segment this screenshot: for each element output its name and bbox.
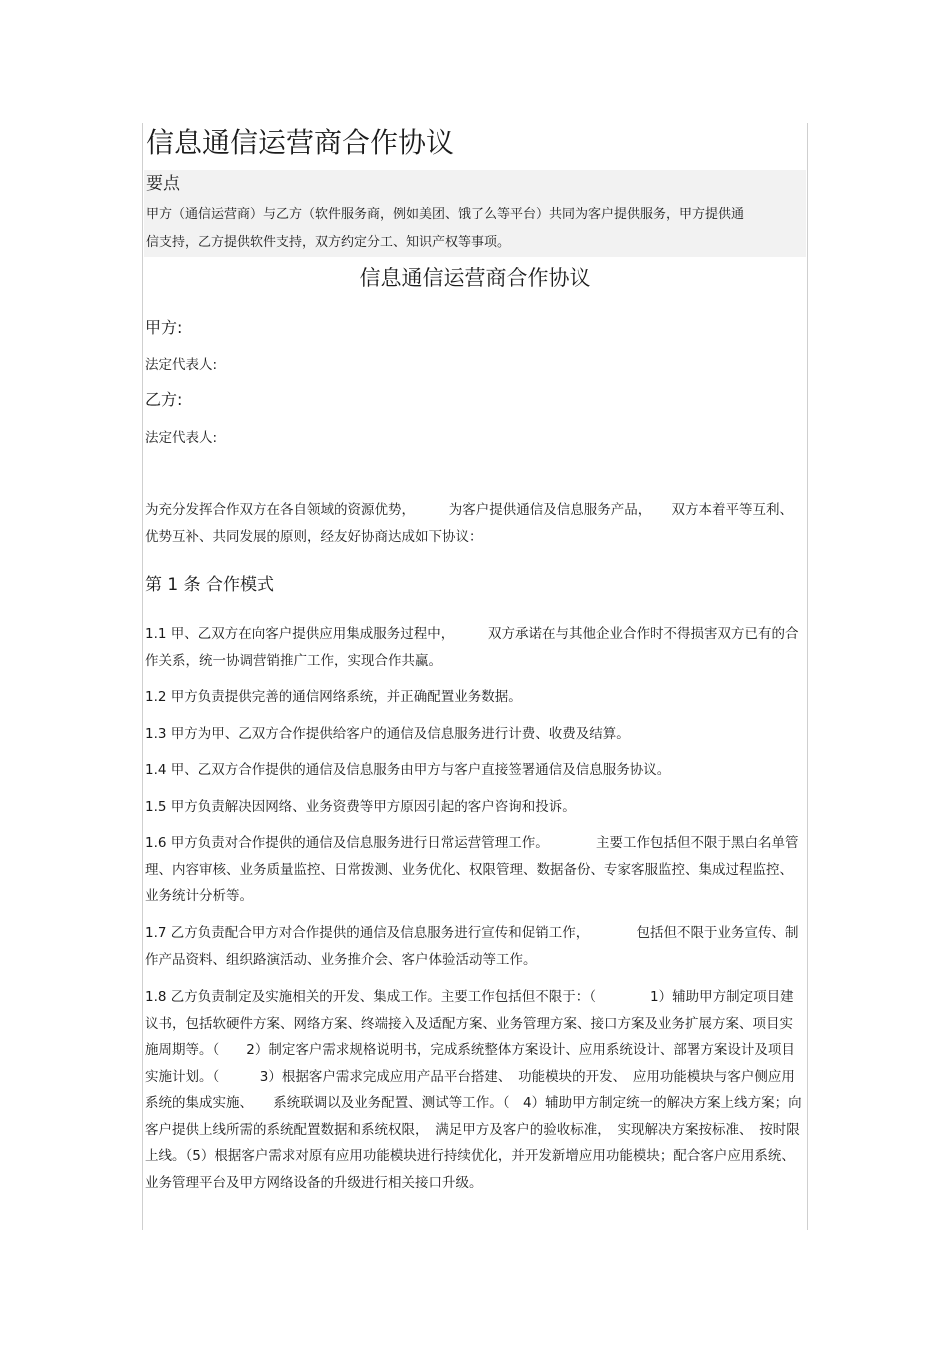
document-title: 信息通信运营商合作协议 xyxy=(146,126,455,159)
clause-1-3: 1.3 甲方为甲、乙双方合作提供给客户的通信及信息服务进行计费、收费及结算。 xyxy=(145,726,630,742)
clause-1-8: 1.8 乙方负责制定及实施相关的开发、集成工作。主要工作包括但不限于：（ 1）辅助甲方制定项目建议书，包括软硬件方案、网络方案、终端接入及适配方案、业务管理方案、接口方案及业务扩展方案、项目实施周期等。（ 2）制定客户需求规格说明书，完成系统整体方案设计、应用系统设计、部署方案设计及项目实施计划。（ 3）根据客户需求完成应用产品平台搭建、 功能模块的开发、 应用功能模块与客户侧应用系统的集成实施、 系统联调以及业务配置、测试等工作。（ 4）辅助甲方制定统一的解决方案上线方案；向客户提供上线所需的系统配置数据和系统权限， 满足甲方及客户的验收标准， 实现解决方案按标准、 按时限上线。（5）根据客户需求对原有应用功能模块进行持续优化，并开发新增应用功能模块；配合客户应用系统、业务管理平台及甲方网络设备的升级进行相关接口升级。 xyxy=(145,989,802,1191)
summary-text: 甲方（通信运营商）与乙方（软件服务商，例如美团、饿了么等平台）共同为客户提供服务，甲方提供通信支持，乙方提供软件支持，双方约定分工、知识产权等事项。 xyxy=(146,207,745,250)
party-a-representative-label: 法定代表人: xyxy=(145,357,218,373)
party-a-label: 甲方: xyxy=(145,318,183,337)
party-b-representative-label: 法定代表人: xyxy=(145,430,218,446)
summary-box xyxy=(144,170,806,257)
clause-1-5: 1.5 甲方负责解决因网络、业务资费等甲方原因引起的客户咨询和投诉。 xyxy=(145,799,576,815)
summary-heading: 要点 xyxy=(146,174,180,194)
clause-1-6: 1.6 甲方负责对合作提供的通信及信息服务进行日常运营管理工作。 主要工作包括但不限于黑白名单管理、内容审核、业务质量监控、日常拨测、业务优化、权限管理、数据备份、专家客服监控、集成过程监控、业务统计分析等。 xyxy=(145,835,799,904)
clause-1-7: 1.7 乙方负责配合甲方对合作提供的通信及信息服务进行宣传和促销工作， 包括但不限于业务宣传、制作产品资料、组织路演活动、业务推介会、客户体验活动等工作。 xyxy=(145,925,799,968)
clause-1-2: 1.2 甲方负责提供完善的通信网络系统，并正确配置业务数据。 xyxy=(145,689,522,705)
document-page xyxy=(142,123,808,1230)
party-b-label: 乙方: xyxy=(145,390,183,409)
clause-1-4: 1.4 甲、乙双方合作提供的通信及信息服务由甲方与客户直接签署通信及信息服务协议。 xyxy=(145,762,671,778)
agreement-title: 信息通信运营商合作协议 xyxy=(359,266,591,290)
preamble-paragraph: 为充分发挥合作双方在各自领域的资源优势， 为客户提供通信及信息服务产品， 双方本着平等互利、优势互补、共同发展的原则，经友好协商达成如下协议： xyxy=(145,502,793,545)
clause-1-1: 1.1 甲、乙双方在向客户提供应用集成服务过程中， 双方承诺在与其他企业合作时不得损害双方已有的合作关系，统一协调营销推广工作，实现合作共赢。 xyxy=(145,626,799,669)
section-1-heading: 第 1 条 合作模式 xyxy=(145,575,275,595)
